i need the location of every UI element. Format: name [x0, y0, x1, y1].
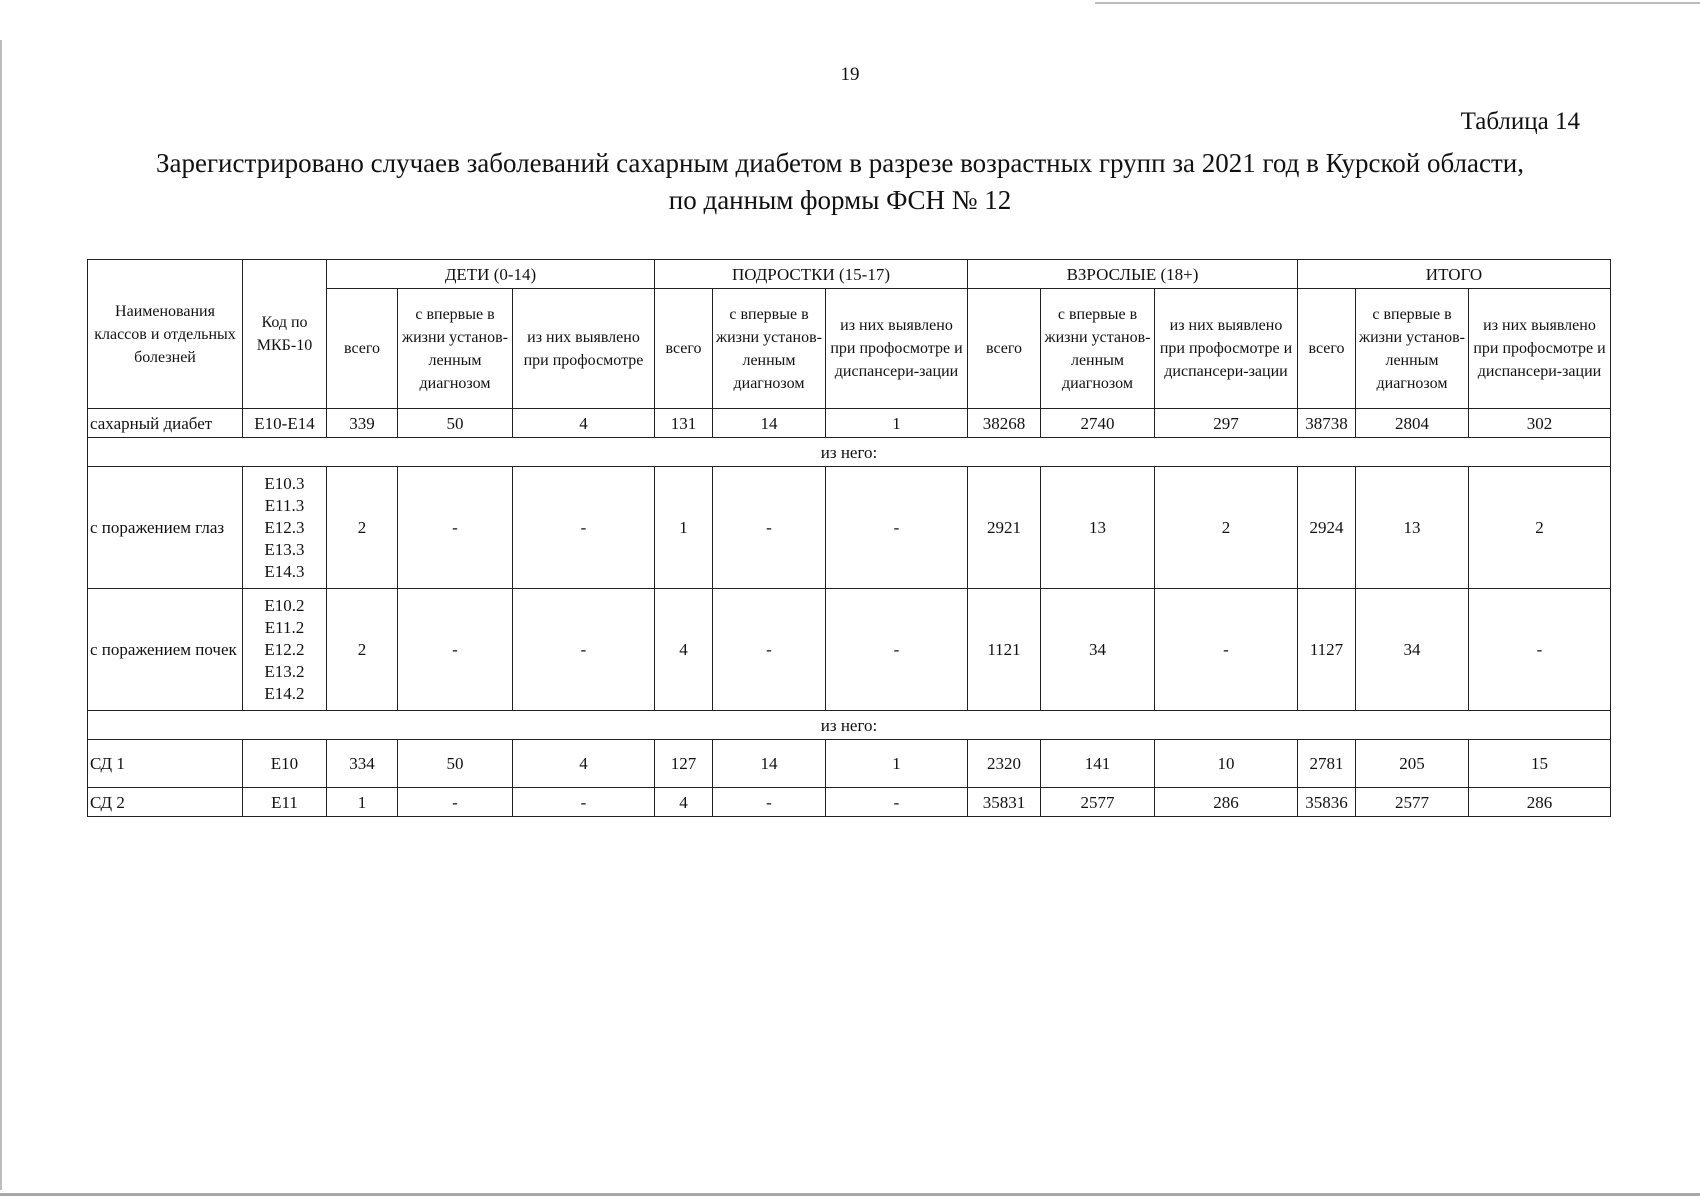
header-prof: из них выявлено при профосмотре и диспансери-зации: [826, 289, 968, 409]
disease-name: с поражением глаз: [88, 467, 243, 589]
icd-code-line: E10.3: [264, 473, 305, 493]
value-cell: 35836: [1298, 788, 1356, 817]
value-cell: 297: [1155, 409, 1298, 438]
header-total: всего: [968, 289, 1041, 409]
header-group-children: ДЕТИ (0-14): [327, 260, 655, 289]
header-first-time: с впервые в жизни установ-ленным диагнозом: [398, 289, 513, 409]
value-cell: 13: [1041, 467, 1155, 589]
icd-code-line: E12.2: [264, 639, 305, 659]
icd-code-line: E11.2: [264, 617, 305, 637]
value-cell: 13: [1356, 467, 1469, 589]
header-prof: из них выявлено при профосмотре и диспансери-зации: [1155, 289, 1298, 409]
value-cell: 302: [1469, 409, 1611, 438]
page-number: 19: [840, 64, 860, 85]
icd-code-line: E10: [270, 754, 299, 773]
value-cell: 2781: [1298, 740, 1356, 788]
value-cell: 2: [1155, 467, 1298, 589]
value-cell: 38268: [968, 409, 1041, 438]
title-line-1: Зарегистрировано случаев заболеваний сахарным диабетом в разрезе возрастных групп за 2021 год в Курской области,: [155, 148, 1524, 178]
value-cell: 286: [1469, 788, 1611, 817]
header-group-total: ИТОГО: [1298, 260, 1611, 289]
value-cell: -: [513, 467, 655, 589]
header-group-teens: ПОДРОСТКИ (15-17): [655, 260, 968, 289]
value-cell: -: [826, 467, 968, 589]
value-cell: 50: [398, 409, 513, 438]
table-row: [88, 788, 1611, 817]
scan-edge-left: [0, 40, 2, 1190]
icd-code-line: E12.3: [264, 517, 305, 537]
icd-code-line: E14.2: [264, 683, 305, 703]
value-cell: 34: [1041, 589, 1155, 711]
icd-code: [243, 740, 327, 788]
value-cell: 127: [655, 740, 713, 788]
value-cell: -: [826, 589, 968, 711]
value-cell: -: [713, 589, 826, 711]
header-first-time: с впервые в жизни установ-ленным диагнозом: [1041, 289, 1155, 409]
value-cell: -: [398, 788, 513, 817]
value-cell: -: [713, 467, 826, 589]
disease-name: сахарный диабет: [88, 409, 243, 438]
value-cell: -: [513, 589, 655, 711]
value-cell: 1: [655, 467, 713, 589]
icd-code-line: E10.2: [264, 595, 305, 615]
diabetes-table: [87, 259, 1611, 817]
value-cell: 334: [327, 740, 398, 788]
value-cell: 38738: [1298, 409, 1356, 438]
value-cell: 50: [398, 740, 513, 788]
icd-code-line: E10-E14: [254, 413, 315, 433]
disease-name: СД 1: [88, 740, 243, 788]
value-cell: 4: [513, 409, 655, 438]
header-row-groups: [88, 260, 1611, 289]
header-first-time: с впервые в жизни установ-ленным диагнозом: [713, 289, 826, 409]
icd-code: [243, 589, 327, 711]
disease-name: СД 2: [88, 788, 243, 817]
icd-code-line: E11: [271, 792, 298, 812]
value-cell: 15: [1469, 740, 1611, 788]
value-cell: 1: [327, 788, 398, 817]
header-code: Код по МКБ-10: [243, 260, 327, 409]
table-row: [88, 589, 1611, 711]
value-cell: -: [398, 467, 513, 589]
value-cell: 10: [1155, 740, 1298, 788]
value-cell: 4: [513, 740, 655, 788]
value-cell: 4: [655, 788, 713, 817]
value-cell: 14: [713, 740, 826, 788]
icd-code-line: E14.3: [264, 561, 305, 581]
value-cell: -: [1469, 589, 1611, 711]
value-cell: -: [713, 788, 826, 817]
icd-code-line: E11.3: [264, 495, 305, 515]
icd-code-line: E13.2: [264, 661, 305, 681]
table-row: [88, 409, 1611, 438]
value-cell: 2: [327, 589, 398, 711]
value-cell: 2740: [1041, 409, 1155, 438]
value-cell: 35831: [968, 788, 1041, 817]
header-prof: из них выявлено при профосмотре и диспансери-зации: [1469, 289, 1611, 409]
value-cell: 131: [655, 409, 713, 438]
header-total: всего: [655, 289, 713, 409]
value-cell: -: [398, 589, 513, 711]
value-cell: 339: [327, 409, 398, 438]
header-first-time: с впервые в жизни установ-ленным диагнозом: [1356, 289, 1469, 409]
value-cell: 1: [826, 409, 968, 438]
icd-code: [243, 788, 327, 817]
value-cell: 1: [826, 740, 968, 788]
value-cell: 2577: [1356, 788, 1469, 817]
icd-code: [243, 409, 327, 438]
value-cell: 205: [1356, 740, 1469, 788]
subheading-row: [88, 438, 1611, 467]
document-title: [100, 145, 1580, 219]
subheading-row: [88, 711, 1611, 740]
value-cell: -: [513, 788, 655, 817]
value-cell: 14: [713, 409, 826, 438]
value-cell: 286: [1155, 788, 1298, 817]
scan-edge-top: [1095, 2, 1700, 4]
value-cell: 2921: [968, 467, 1041, 589]
header-total: всего: [1298, 289, 1356, 409]
subheading-label: из него:: [88, 438, 1611, 467]
value-cell: 2924: [1298, 467, 1356, 589]
table-row: [88, 467, 1611, 589]
value-cell: 2: [1469, 467, 1611, 589]
value-cell: 4: [655, 589, 713, 711]
value-cell: 2577: [1041, 788, 1155, 817]
header-group-adults: ВЗРОСЛЫЕ (18+): [968, 260, 1298, 289]
value-cell: 2804: [1356, 409, 1469, 438]
icd-code: [243, 467, 327, 589]
header-name: Наименования классов и отдельных болезней: [88, 260, 243, 409]
value-cell: 34: [1356, 589, 1469, 711]
value-cell: 1127: [1298, 589, 1356, 711]
value-cell: 2: [327, 467, 398, 589]
subheading-label: из него:: [88, 711, 1611, 740]
value-cell: -: [826, 788, 968, 817]
title-line-2: по данным формы ФСН № 12: [668, 185, 1012, 215]
scan-edge-bottom: [0, 1193, 1700, 1196]
value-cell: -: [1155, 589, 1298, 711]
value-cell: 141: [1041, 740, 1155, 788]
table-row: [88, 740, 1611, 788]
table-caption: Таблица 14: [1460, 108, 1580, 135]
value-cell: 1121: [968, 589, 1041, 711]
header-total: всего: [327, 289, 398, 409]
disease-name: с поражением почек: [88, 589, 243, 711]
value-cell: 2320: [968, 740, 1041, 788]
icd-code-line: E13.3: [264, 539, 305, 559]
header-prof: из них выявлено при профосмотре: [513, 289, 655, 409]
